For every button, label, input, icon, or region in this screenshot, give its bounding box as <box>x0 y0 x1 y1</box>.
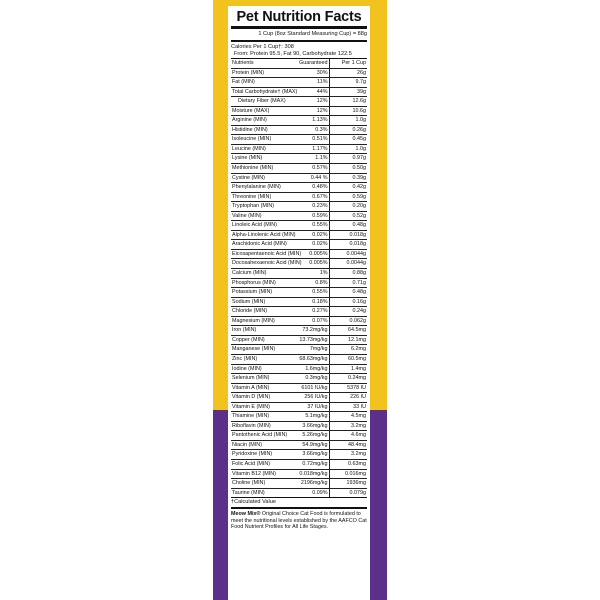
table-row <box>231 202 367 212</box>
nutrient-name: Iron (MIN) <box>231 326 291 336</box>
nutrient-name: Iodine (MIN) <box>231 364 291 374</box>
table-row <box>231 125 367 135</box>
nutrient-guaranteed: 0.8% <box>291 278 329 288</box>
nutrition-facts-panel <box>228 6 370 600</box>
table-row <box>231 383 367 393</box>
nutrient-guaranteed: 3.66mg/kg <box>291 421 329 431</box>
nutrient-per-cup: 39g <box>329 87 367 97</box>
nutrient-per-cup: 33 IU <box>329 402 367 412</box>
table-row <box>231 183 367 193</box>
nutrient-guaranteed: 0.018mg/kg <box>291 469 329 479</box>
nutrient-name: Chloride (MIN) <box>231 307 291 317</box>
table-row <box>231 440 367 450</box>
table-row <box>231 459 367 469</box>
nutrient-name: Moisture (MAX) <box>231 106 291 116</box>
nutrient-guaranteed: 11% <box>291 78 329 88</box>
nutrient-guaranteed: 0.09% <box>291 488 329 497</box>
nutrient-guaranteed: 0.59% <box>291 211 329 221</box>
nutrient-guaranteed: 12% <box>291 106 329 116</box>
table-row <box>231 249 367 259</box>
nutrient-guaranteed: 0.02% <box>291 230 329 240</box>
table-row <box>231 240 367 250</box>
table-header-row <box>231 59 367 68</box>
nutrient-guaranteed: 0.18% <box>291 297 329 307</box>
table-row <box>231 335 367 345</box>
nutrient-name: Vitamin E (MIN) <box>231 402 291 412</box>
nutrient-name: Fat (MIN) <box>231 78 291 88</box>
table-row <box>231 374 367 384</box>
table-row <box>231 364 367 374</box>
nutrient-per-cup: 1.0g <box>329 144 367 154</box>
table-row <box>231 316 367 326</box>
table-row <box>231 144 367 154</box>
nutrient-name: Docosahexaenoic Acid (MIN) <box>231 259 291 269</box>
nutrient-per-cup: 0.97g <box>329 154 367 164</box>
aafco-statement <box>231 510 367 530</box>
table-row <box>231 278 367 288</box>
nutrient-guaranteed: 1.6mg/kg <box>291 364 329 374</box>
nutrient-name: Isoleucine (MIN) <box>231 135 291 145</box>
nutrient-guaranteed: 0.07% <box>291 316 329 326</box>
nutrient-name: Zinc (MIN) <box>231 354 291 364</box>
nutrient-guaranteed: 73.2mg/kg <box>291 326 329 336</box>
nutrient-per-cup: 3.2mg <box>329 450 367 460</box>
table-row <box>231 488 367 497</box>
nutrient-guaranteed: 6101 IU/kg <box>291 383 329 393</box>
nutrient-per-cup: 12.1mg <box>329 335 367 345</box>
nutrient-per-cup: 0.63mg <box>329 459 367 469</box>
footnote: †Calculated Value <box>231 499 276 506</box>
nutrient-per-cup: 0.24mg <box>329 374 367 384</box>
nutrient-guaranteed: 5.26mg/kg <box>291 431 329 441</box>
nutrient-guaranteed: 0.005% <box>291 259 329 269</box>
nutrient-name: Magnesium (MIN) <box>231 316 291 326</box>
nutrient-guaranteed: 1.13% <box>291 116 329 126</box>
nutrient-guaranteed: 7mg/kg <box>291 345 329 355</box>
nutrient-per-cup: 1.0g <box>329 116 367 126</box>
nutrient-name: Taurine (MIN) <box>231 488 291 497</box>
nutrient-per-cup: 12.6g <box>329 97 367 107</box>
nutrient-table <box>231 59 367 497</box>
nutrient-per-cup: 60.5mg <box>329 354 367 364</box>
table-row <box>231 116 367 126</box>
nutrient-name: Choline (MIN) <box>231 479 291 489</box>
nutrient-per-cup: 0.0044g <box>329 259 367 269</box>
nutrient-name: Vitamin B12 (MIN) <box>231 469 291 479</box>
table-row <box>231 421 367 431</box>
nutrient-guaranteed: 54.9mg/kg <box>291 440 329 450</box>
nutrient-per-cup: 0.45g <box>329 135 367 145</box>
nutrient-table-body <box>231 68 367 497</box>
nutrient-name: Linoleic Acid (MIN) <box>231 221 291 231</box>
nutrient-guaranteed: 0.005% <box>291 249 329 259</box>
nutrient-guaranteed: 37 IU/kg <box>291 402 329 412</box>
table-row <box>231 431 367 441</box>
table-row <box>231 393 367 403</box>
nutrient-per-cup: 226 IU <box>329 393 367 403</box>
nutrient-per-cup: 0.016mg <box>329 469 367 479</box>
nutrient-per-cup: 3.2mg <box>329 421 367 431</box>
table-row <box>231 87 367 97</box>
table-row <box>231 68 367 78</box>
nutrient-guaranteed: 1.1% <box>291 154 329 164</box>
table-row <box>231 297 367 307</box>
nutrient-name: Pantothenic Acid (MIN) <box>231 431 291 441</box>
nutrient-per-cup: 0.16g <box>329 297 367 307</box>
nutrient-guaranteed: 3.66mg/kg <box>291 450 329 460</box>
nutrient-name: Manganese (MIN) <box>231 345 291 355</box>
nutrient-name: Thiamine (MIN) <box>231 412 291 422</box>
nutrient-guaranteed: 0.67% <box>291 192 329 202</box>
nutrient-name: Arginine (MIN) <box>231 116 291 126</box>
nutrient-guaranteed: 0.3mg/kg <box>291 374 329 384</box>
nutrient-name: Phenylalanine (MIN) <box>231 183 291 193</box>
table-row <box>231 192 367 202</box>
nutrient-per-cup: 26g <box>329 68 367 78</box>
nutrient-name: Riboflavin (MIN) <box>231 421 291 431</box>
nutrient-guaranteed: 0.27% <box>291 307 329 317</box>
nutrient-name: Niacin (MIN) <box>231 440 291 450</box>
nutrient-name: Vitamin A (MIN) <box>231 383 291 393</box>
nutrient-per-cup: 0.88g <box>329 269 367 279</box>
table-row <box>231 259 367 269</box>
nutrient-per-cup: 48.4mg <box>329 440 367 450</box>
footnote-divider <box>231 507 367 509</box>
table-row <box>231 326 367 336</box>
nutrient-name: Eicosapentaenoic Acid (MIN) <box>231 249 291 259</box>
nutrient-name: Total Carbohydrate† (MAX) <box>231 87 291 97</box>
nutrient-per-cup: 0.71g <box>329 278 367 288</box>
calories-line: Calories Per 1 Cup†: 308 <box>231 44 294 50</box>
nutrient-guaranteed: 2196mg/kg <box>291 479 329 489</box>
nutrient-guaranteed: 13.73mg/kg <box>291 335 329 345</box>
nutrient-name: Methionine (MIN) <box>231 164 291 174</box>
table-row <box>231 479 367 489</box>
nutrient-name: Histidine (MIN) <box>231 125 291 135</box>
table-row <box>231 412 367 422</box>
nutrient-guaranteed: 0.55% <box>291 288 329 298</box>
title-divider <box>231 26 367 29</box>
nutrient-per-cup: 9.7g <box>329 78 367 88</box>
nutrient-per-cup: 0.39g <box>329 173 367 183</box>
nutrient-per-cup: 4.5mg <box>329 412 367 422</box>
nutrient-per-cup: 5378 IU <box>329 383 367 393</box>
table-row <box>231 402 367 412</box>
nutrient-guaranteed: 0.72mg/kg <box>291 459 329 469</box>
nutrient-name: Lysine (MIN) <box>231 154 291 164</box>
nutrient-per-cup: 0.20g <box>329 202 367 212</box>
nutrient-per-cup: 0.26g <box>329 125 367 135</box>
nutrient-name: Folic Acid (MIN) <box>231 459 291 469</box>
nutrient-per-cup: 0.079g <box>329 488 367 497</box>
table-row <box>231 230 367 240</box>
nutrient-per-cup: 0.50g <box>329 164 367 174</box>
nutrient-per-cup: 1936mg <box>329 479 367 489</box>
nutrient-name: Protein (MIN) <box>231 68 291 78</box>
nutrient-guaranteed: 0.02% <box>291 240 329 250</box>
nutrient-name: Calcium (MIN) <box>231 269 291 279</box>
nutrient-guaranteed: 1.17% <box>291 144 329 154</box>
nutrient-per-cup: 1.4mg <box>329 364 367 374</box>
table-row <box>231 78 367 88</box>
calories-breakdown: From: Protein 95.5, Fat 90, Carbohydrate 122.5 <box>234 51 352 57</box>
nutrient-per-cup: 10.6g <box>329 106 367 116</box>
nutrient-per-cup: 0.42g <box>329 183 367 193</box>
nutrient-name: Arachidonic Acid (MIN) <box>231 240 291 250</box>
table-row <box>231 269 367 279</box>
nutrient-guaranteed: 30% <box>291 68 329 78</box>
table-row <box>231 469 367 479</box>
nutrient-guaranteed: 0.44 % <box>291 173 329 183</box>
table-row <box>231 450 367 460</box>
nutrient-per-cup: 6.2mg <box>329 345 367 355</box>
header-guaranteed: Guaranteed <box>291 59 329 68</box>
nutrient-per-cup: 0.48g <box>329 221 367 231</box>
nutrient-per-cup: 4.6mg <box>329 431 367 441</box>
nutrient-guaranteed: 0.51% <box>291 135 329 145</box>
nutrient-name: Pyridoxine (MIN) <box>231 450 291 460</box>
nutrient-name: Sodium (MIN) <box>231 297 291 307</box>
nutrient-guaranteed: 0.55% <box>291 221 329 231</box>
table-row <box>231 307 367 317</box>
nutrient-guaranteed: 44% <box>291 87 329 97</box>
nutrient-per-cup: 0.24g <box>329 307 367 317</box>
nutrient-name: Valine (MIN) <box>231 211 291 221</box>
nutrient-per-cup: 0.018g <box>329 240 367 250</box>
table-row <box>231 288 367 298</box>
nutrient-guaranteed: 0.3% <box>291 125 329 135</box>
nutrient-per-cup: 0.48g <box>329 288 367 298</box>
nutrient-name: Cystine (MIN) <box>231 173 291 183</box>
nutrient-per-cup: 0.062g <box>329 316 367 326</box>
nutrient-name: Potassium (MIN) <box>231 288 291 298</box>
nutrient-per-cup: 0.018g <box>329 230 367 240</box>
nutrient-name: Copper (MIN) <box>231 335 291 345</box>
nutrient-name: Phosphorus (MIN) <box>231 278 291 288</box>
header-per-cup: Per 1 Cup <box>329 59 367 68</box>
nutrient-guaranteed: 0.48% <box>291 183 329 193</box>
nutrition-title: Pet Nutrition Facts <box>236 9 362 25</box>
table-row <box>231 164 367 174</box>
nutrient-guaranteed: 68.63mg/kg <box>291 354 329 364</box>
nutrient-per-cup: 64.5mg <box>329 326 367 336</box>
nutrient-per-cup: 0.59g <box>329 192 367 202</box>
nutrient-name: Vitamin D (MIN) <box>231 393 291 403</box>
table-row <box>231 345 367 355</box>
nutrient-guaranteed: 1% <box>291 269 329 279</box>
nutrient-per-cup: 0.52g <box>329 211 367 221</box>
nutrient-per-cup: 0.0044g <box>329 249 367 259</box>
nutrient-guaranteed: 0.57% <box>291 164 329 174</box>
nutrient-guaranteed: 5.1mg/kg <box>291 412 329 422</box>
nutrient-name: Alpha-Linolenic Acid (MIN) <box>231 230 291 240</box>
nutrient-name: Selenium (MIN) <box>231 374 291 384</box>
nutrient-name: Leucine (MIN) <box>231 144 291 154</box>
nutrient-name: Tryptophan (MIN) <box>231 202 291 212</box>
table-row <box>231 173 367 183</box>
table-row <box>231 97 367 107</box>
aafco-statement-text: Original Choice Cat Food is formulated to meet the nutritional levels established by the AAFCO Cat Food Nutrient Profiles for All Life Stages. <box>231 511 367 530</box>
table-row <box>231 221 367 231</box>
table-row <box>231 106 367 116</box>
nutrient-name: Dietary Fiber (MAX) <box>231 97 291 107</box>
table-row <box>231 154 367 164</box>
nutrient-guaranteed: 0.23% <box>291 202 329 212</box>
header-nutrients: Nutrients <box>231 59 291 68</box>
nutrient-guaranteed: 256 IU/kg <box>291 393 329 403</box>
table-row <box>231 354 367 364</box>
nutrient-name: Threonine (MIN) <box>231 192 291 202</box>
serving-size: 1 Cup (8oz Standard Measuring Cup) = 88g <box>258 31 367 37</box>
table-row <box>231 211 367 221</box>
brand-name: Meow Mix® <box>231 511 261 518</box>
serving-divider <box>231 40 367 42</box>
table-row <box>231 135 367 145</box>
nutrient-guaranteed: 12% <box>291 97 329 107</box>
